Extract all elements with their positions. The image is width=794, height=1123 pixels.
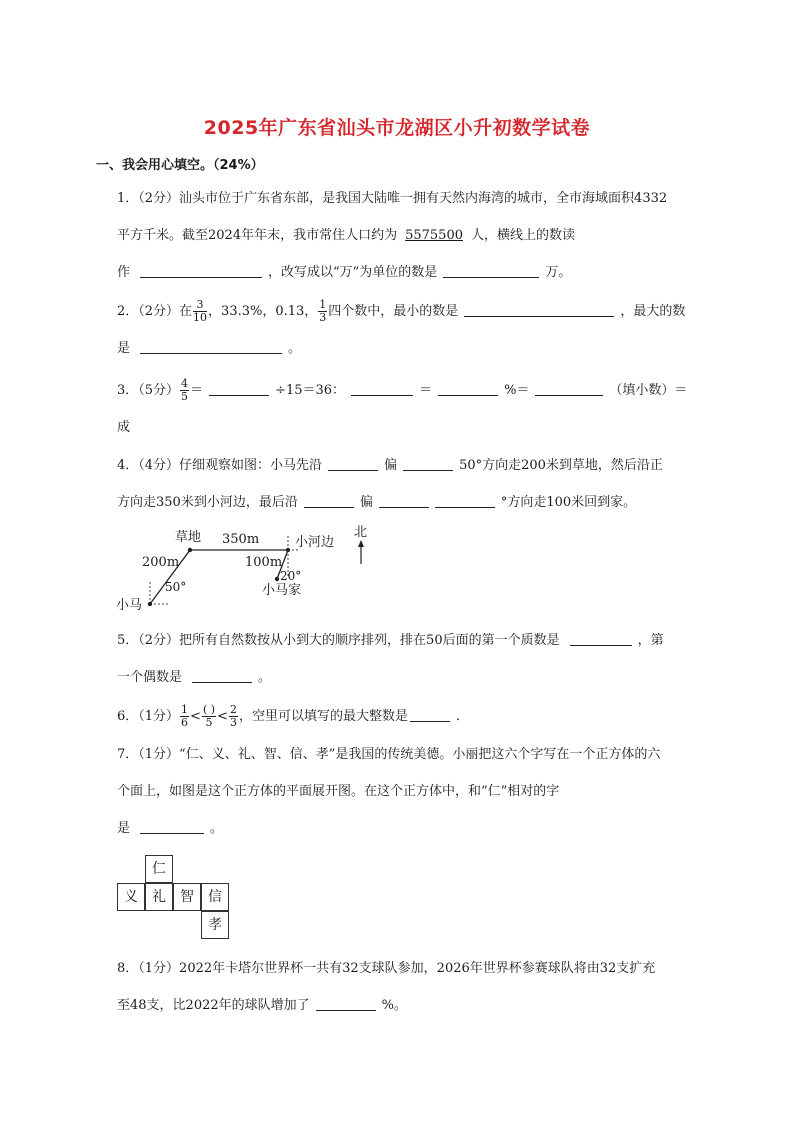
north-arrow-icon xyxy=(358,540,364,547)
fraction-numerator: 3 xyxy=(193,299,207,312)
question-4 xyxy=(117,447,699,521)
fraction-denominator: 10 xyxy=(193,311,208,324)
answer-blank[interactable] xyxy=(438,381,498,396)
label-350m: 350m xyxy=(222,532,260,547)
q8-line-2 xyxy=(117,987,699,1024)
q1-line-2 xyxy=(117,217,699,254)
answer-blank[interactable] xyxy=(304,493,354,508)
q3-text: ＝ xyxy=(190,383,204,398)
label-xiaohebian: 小河边 xyxy=(295,535,335,550)
answer-blank[interactable] xyxy=(140,263,262,278)
label-50deg: 50° xyxy=(165,580,187,594)
q2-text: ，33.3%，0.13， xyxy=(208,304,318,319)
q3-text: %＝ xyxy=(504,383,530,398)
label-xiaomajia: 小马家 xyxy=(262,583,302,598)
q8-text: %。 xyxy=(381,998,407,1013)
less-than-sign: < xyxy=(217,709,228,724)
answer-blank[interactable] xyxy=(192,668,252,683)
q2-text: ，最大的数 xyxy=(620,304,686,319)
q7-text: 。 xyxy=(210,821,224,836)
q2-text: 。 xyxy=(288,341,302,356)
q4-text: 偏 xyxy=(359,495,373,510)
q5-text: 一个偶数是 xyxy=(117,670,183,685)
q3-line-1 xyxy=(117,372,699,409)
question-5 xyxy=(117,622,699,696)
q4-text: °方向走100米回到家。 xyxy=(500,495,637,510)
q1-text: 人，横线上的数读 xyxy=(471,228,576,243)
q6-text: 6．（1分） xyxy=(117,709,180,724)
point-xiaomajia xyxy=(275,577,279,581)
label-100m: 100m xyxy=(245,555,283,570)
answer-blank[interactable] xyxy=(464,302,614,317)
q7-text: 是 xyxy=(117,821,131,836)
net-cell-li: 礼 xyxy=(145,883,173,911)
point-xiaoma xyxy=(148,602,152,606)
q4-line-2 xyxy=(117,484,699,521)
q3-text: （填小数）＝ xyxy=(609,383,688,398)
answer-blank[interactable] xyxy=(140,339,282,354)
q1-number: 5575500 xyxy=(405,228,463,243)
label-xiaoma: 小马 xyxy=(116,598,143,613)
q8-line-1: 8．（1分）2022年卡塔尔世界杯一共有32支球队参加，2026年世界杯参赛球队将由32支扩充 xyxy=(117,961,656,976)
net-cell-yi: 义 xyxy=(117,883,145,911)
net-cell-ren: 仁 xyxy=(145,855,173,883)
point-caodi xyxy=(188,548,192,552)
q4-text: 偏 xyxy=(384,458,398,473)
fraction-denominator: 3 xyxy=(319,311,327,324)
label-20deg: 20° xyxy=(280,569,302,583)
route-diagram xyxy=(112,520,372,620)
q3-text: ＝ xyxy=(419,383,433,398)
q6-line-1 xyxy=(117,698,699,735)
net-cell-xiao: 孝 xyxy=(201,911,229,939)
fraction-numerator: 2 xyxy=(229,703,237,716)
fraction-numerator: 1 xyxy=(181,703,189,716)
answer-blank[interactable] xyxy=(403,456,453,471)
q1-line-3 xyxy=(117,254,699,291)
page-title: 2025年广东省汕头市龙湖区小升初数学试卷 xyxy=(203,117,591,139)
question-8 xyxy=(117,950,699,1024)
fraction xyxy=(229,704,238,729)
point-xiaohebian xyxy=(286,548,290,552)
label-north: 北 xyxy=(354,525,368,540)
answer-blank[interactable] xyxy=(535,381,603,396)
q4-text: 4．（4分）仔细观察如图：小马先沿 xyxy=(117,458,323,473)
answer-blank[interactable] xyxy=(140,819,204,834)
fraction xyxy=(180,378,189,403)
question-2 xyxy=(117,293,699,367)
q1-text: ，改写成以“万”为单位的数是 xyxy=(268,265,438,280)
question-3 xyxy=(117,372,699,446)
answer-blank[interactable] xyxy=(316,996,376,1011)
q5-text: 。 xyxy=(258,670,272,685)
answer-blank[interactable] xyxy=(410,707,450,722)
answer-blank[interactable] xyxy=(209,381,269,396)
less-than-sign: < xyxy=(190,709,201,724)
fraction-denominator: 5 xyxy=(205,716,213,729)
q2-text: 是 xyxy=(117,341,131,356)
q1-line-1: 1．（2分）汕头市位于广东省东部，是我国大陆唯一拥有天然内海湾的城市，全市海域面积4332 xyxy=(117,191,668,206)
net-cell-xin: 信 xyxy=(201,883,229,911)
q7-line-2: 个面上，如图是这个正方体的平面展开图。在这个正方体中，和“仁”相对的字 xyxy=(117,784,560,799)
q5-text: 5．（2分）把所有自然数按从小到大的顺序排列，排在50后面的第一个质数是 xyxy=(117,633,560,648)
q2-text: 2．（2分）在 xyxy=(117,304,193,319)
answer-blank[interactable] xyxy=(435,493,495,508)
q7-line-3 xyxy=(117,810,699,847)
section-heading: 一、我会用心填空。（24%） xyxy=(96,158,264,173)
q2-line-1 xyxy=(117,293,699,330)
answer-blank[interactable] xyxy=(443,263,539,278)
q6-text: ． xyxy=(455,709,469,724)
q5-line-2 xyxy=(117,659,699,696)
answer-blank[interactable] xyxy=(379,493,429,508)
question-7 xyxy=(117,736,699,847)
fraction-denominator: 6 xyxy=(181,716,189,729)
fraction-denominator: 3 xyxy=(229,716,237,729)
net-cell-zhi: 智 xyxy=(173,883,201,911)
q1-text: 作 xyxy=(117,265,131,280)
fraction-numerator: ( ) xyxy=(202,703,216,716)
answer-blank[interactable] xyxy=(328,456,378,471)
q1-text: 平方千米。截至2024年年末，我市常住人口约为 xyxy=(117,228,398,243)
fraction-denominator: 5 xyxy=(181,390,189,403)
fraction xyxy=(318,299,327,324)
q4-line-1 xyxy=(117,447,699,484)
q7-line-1: 7．（1分）“仁、义、礼、智、信、孝”是我国的传统美德。小丽把这六个字写在一个正方体的六 xyxy=(117,747,661,762)
q5-text: ，第 xyxy=(637,633,664,648)
q3-text: ÷15＝36： xyxy=(275,383,346,398)
fraction xyxy=(180,704,189,729)
label-200m: 200m xyxy=(142,555,180,570)
q8-text: 至48支，比2022年的球队增加了 xyxy=(117,998,310,1013)
label-caodi: 草地 xyxy=(175,530,202,545)
q2-line-2 xyxy=(117,330,699,367)
fraction-numerator: 4 xyxy=(181,377,189,390)
q1-text: 万。 xyxy=(545,265,572,280)
question-1 xyxy=(117,180,699,291)
answer-blank[interactable] xyxy=(570,631,632,646)
q3-line-2: 成 xyxy=(117,420,131,435)
fraction xyxy=(202,704,216,729)
fraction-numerator: 1 xyxy=(319,298,327,311)
question-6 xyxy=(117,698,699,735)
q4-text: 50°方向走200米到草地，然后沿正 xyxy=(459,458,663,473)
q5-line-1 xyxy=(117,622,699,659)
answer-blank[interactable] xyxy=(351,381,413,396)
q4-text: 方向走350米到小河边，最后沿 xyxy=(117,495,298,510)
q6-text: ，空里可以填写的最大整数是 xyxy=(238,709,408,724)
q2-text: 四个数中，最小的数是 xyxy=(328,304,459,319)
fraction xyxy=(193,299,207,324)
q3-text: 3．（5分） xyxy=(117,383,180,398)
